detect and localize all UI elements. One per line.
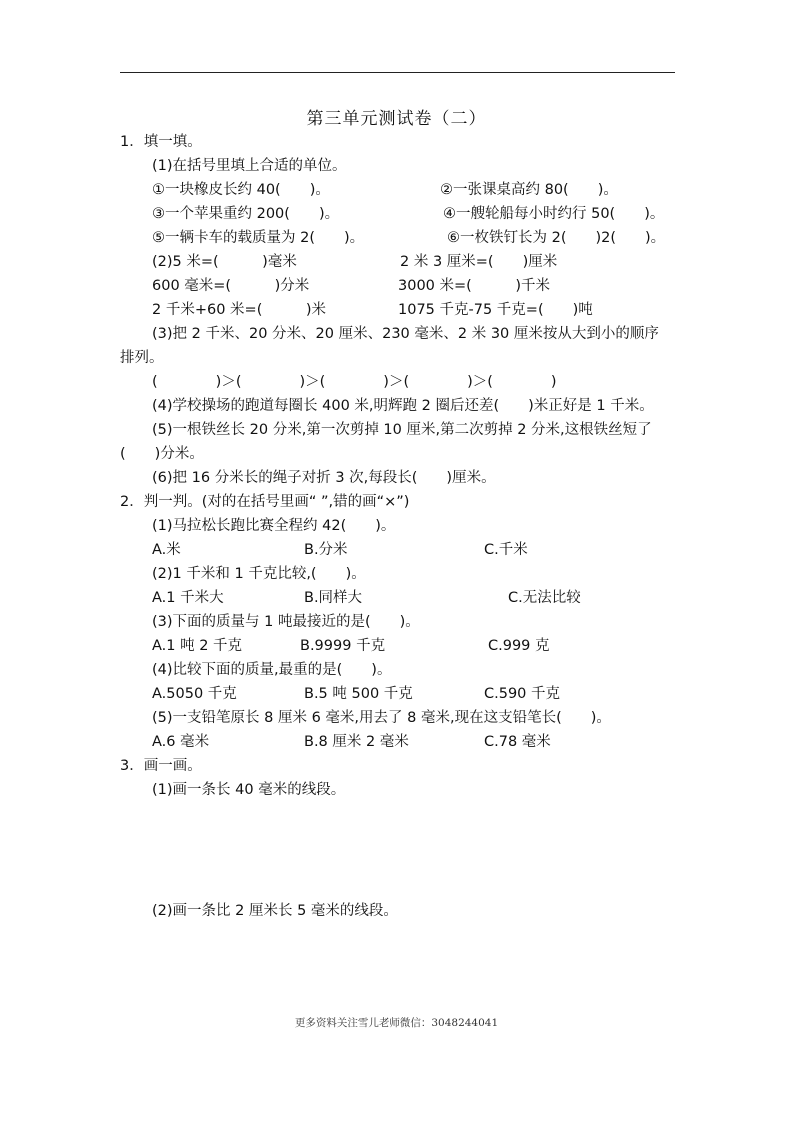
page-title: 第三单元测试卷（二） xyxy=(306,109,487,129)
s2-q4-option-a: A.5050 千克 xyxy=(152,686,237,702)
s1-q5-line2: ( )分米。 xyxy=(120,446,204,462)
s2-q1-option-a: A.米 xyxy=(152,542,181,558)
s1-q3-line2: 排列。 xyxy=(120,350,164,366)
s1-q1-item-c: ③一个苹果重约 200( )。 xyxy=(152,206,340,222)
s1-q2-item-e: 2 千米+60 米=( )米 xyxy=(152,302,327,318)
s3-q2: (2)画一条比 2 厘米长 5 毫米的线段。 xyxy=(152,903,398,919)
s2-q5-option-a: A.6 毫米 xyxy=(152,734,210,750)
s2-q2-option-b: B.同样大 xyxy=(304,590,363,606)
s1-q1-item-f: ⑥一枚铁钉长为 2( )2( )。 xyxy=(447,230,666,246)
s1-q1-item-b: ②一张课桌高约 80( )。 xyxy=(440,182,618,198)
s2-q2-option-c: C.无法比较 xyxy=(508,590,581,606)
footer-note: 更多资料关注雪儿老师微信：3048244041 xyxy=(294,1017,499,1029)
s2-q3-option-a: A.1 吨 2 千克 xyxy=(152,638,243,654)
s2-q5-option-b: B.8 厘米 2 毫米 xyxy=(304,734,409,750)
header-rule xyxy=(120,72,675,73)
s2-q4-stem: (4)比较下面的质量,最重的是( )。 xyxy=(152,662,392,678)
s1-q1-item-e: ⑤一辆卡车的载质量为 2( )。 xyxy=(152,230,365,246)
s3-q1: (1)画一条长 40 毫米的线段。 xyxy=(152,782,346,798)
s1-q1-item-a: ①一块橡皮长约 40( )。 xyxy=(152,182,330,198)
s1-q2-item-c: 600 毫米=( )分米 xyxy=(152,278,310,294)
s1-q2-item-f: 1075 千克-75 千克=( )吨 xyxy=(398,302,593,318)
s2-q3-stem: (3)下面的质量与 1 吨最接近的是( )。 xyxy=(152,614,420,630)
s2-q5-stem: (5)一支铅笔原长 8 厘米 6 毫米,用去了 8 毫米,现在这支铅笔长( )。 xyxy=(152,710,611,726)
s1-q3-blanks: ( )＞( )＞( )＞( )＞( ) xyxy=(152,374,557,390)
s2-q1-option-b: B.分米 xyxy=(304,542,348,558)
s1-q5-line1: (5)一根铁丝长 20 分米,第一次剪掉 10 厘米,第二次剪掉 2 分米,这根铁丝短了 xyxy=(152,422,652,438)
s2-q1-stem: (1)马拉松长跑比赛全程约 42( )。 xyxy=(152,518,396,534)
section-1-heading: 1．填一填。 xyxy=(120,134,202,150)
s2-q3-option-c: C.999 克 xyxy=(488,638,550,654)
s1-q6: (6)把 16 分米长的绳子对折 3 次,每段长( )厘米。 xyxy=(152,470,496,486)
s1-q2-item-a: (2)5 米=( )毫米 xyxy=(152,254,297,270)
s2-q4-option-b: B.5 吨 500 千克 xyxy=(304,686,413,702)
s2-q4-option-c: C.590 千克 xyxy=(484,686,561,702)
s2-q2-stem: (2)1 千米和 1 千克比较,( )。 xyxy=(152,566,366,582)
s2-q1-option-c: C.千米 xyxy=(484,542,528,558)
s2-q5-option-c: C.78 毫米 xyxy=(484,734,551,750)
s1-q3-line1: (3)把 2 千米、20 分米、20 厘米、230 毫米、2 米 30 厘米按从大到小的顺序 xyxy=(152,326,659,342)
s1-q1-stem: (1)在括号里填上合适的单位。 xyxy=(152,158,347,174)
s1-q4: (4)学校操场的跑道每圈长 400 米,明辉跑 2 圈后还差( )米正好是 1 千米。 xyxy=(152,398,654,414)
section-3-heading: 3．画一画。 xyxy=(120,758,202,774)
s1-q2-item-d: 3000 米=( )千米 xyxy=(398,278,550,294)
s1-q2-item-b: 2 米 3 厘米=( )厘米 xyxy=(400,254,558,270)
section-2-heading: 2．判一判。(对的在括号里画“ ”,错的画“×”) xyxy=(120,494,410,510)
s1-q1-item-d: ④一艘轮船每小时约行 50( )。 xyxy=(443,206,665,222)
s2-q2-option-a: A.1 千米大 xyxy=(152,590,224,606)
s2-q3-option-b: B.9999 千克 xyxy=(300,638,386,654)
